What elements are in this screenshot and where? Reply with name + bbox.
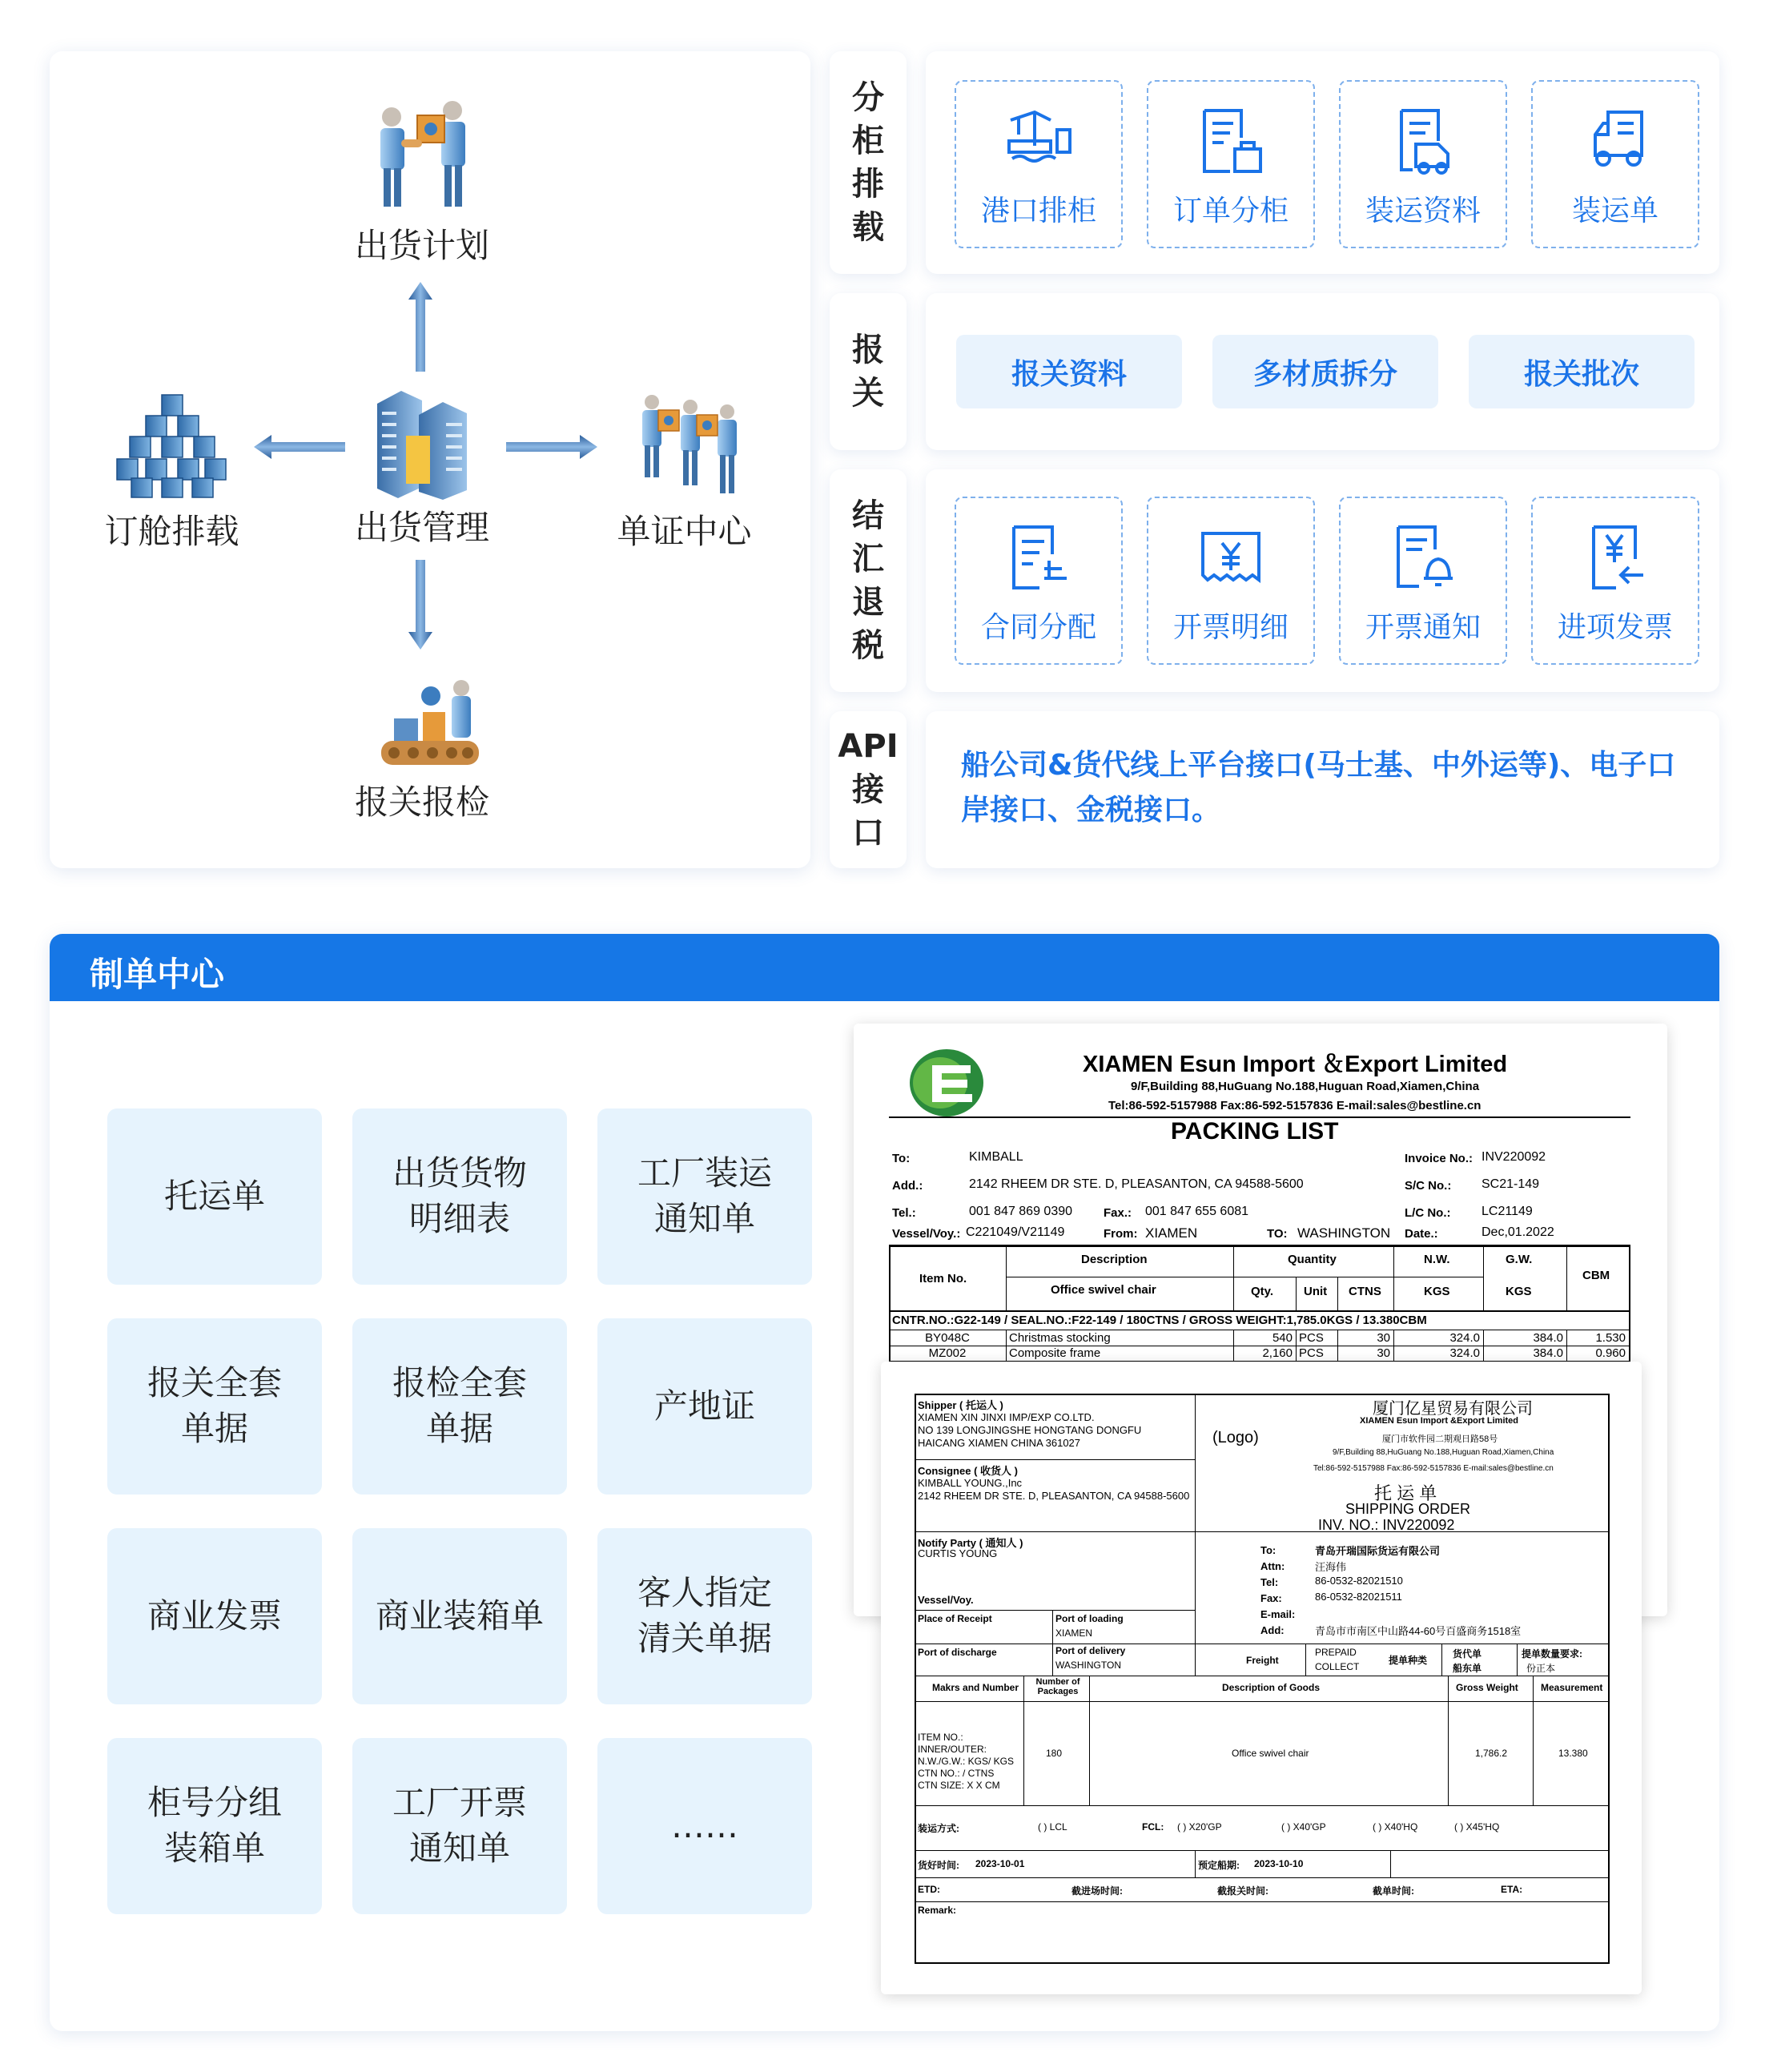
booking-label: 订舱排载: [104, 512, 239, 551]
packing-from: XIAMEN: [1145, 1225, 1198, 1241]
shipping-order-label: 装运单: [1571, 195, 1658, 227]
so-en-company: XIAMEN Esun Import &Export Limited: [1360, 1416, 1519, 1426]
so-tel-label: Tel:: [1260, 1576, 1279, 1588]
packing-col-unit: Unit: [1304, 1285, 1328, 1298]
so-loading-label: Port of loading: [1055, 1613, 1124, 1624]
packing-cell: 30: [1377, 1331, 1390, 1345]
doc-center-header: [50, 934, 1719, 1001]
order-split-tile[interactable]: [1147, 80, 1315, 248]
doc-inspection-full-set[interactable]: 报检全套 单据: [352, 1318, 567, 1495]
packing-col-gw: G.W.: [1506, 1253, 1533, 1266]
packing-invoice: INV220092: [1482, 1150, 1546, 1164]
shipment-management-icon: [374, 388, 470, 500]
packing-col-item: Item No.: [919, 1272, 967, 1285]
so-mark-weight: N.W./G.W.: KGS/ KGS: [918, 1756, 1015, 1767]
packing-cell: 1.530: [1595, 1331, 1626, 1345]
shipping-info-tile[interactable]: [1339, 80, 1507, 248]
so-vessel-label: Vessel/Voy.: [918, 1594, 974, 1606]
arrow-down-icon: [408, 560, 432, 650]
so-discharge-label: Port of discharge: [918, 1647, 997, 1658]
so-attn-label: Attn:: [1260, 1560, 1285, 1572]
so-vgm-label: 截单时间:: [1373, 1885, 1414, 1897]
packing-cell: 324.0: [1449, 1331, 1480, 1345]
so-decl-label: 截报关时间:: [1217, 1885, 1268, 1897]
packing-col-desc2: Office swivel chair: [1051, 1283, 1156, 1297]
so-add: 青岛市市南区中山路44-60号百盛商务1518室: [1315, 1625, 1522, 1637]
so-consignee-label: Consignee ( 收货人 ): [918, 1465, 1018, 1477]
doc-commercial-invoice[interactable]: 商业发票: [107, 1528, 322, 1704]
so-shipper-line3: HAICANG XIAMEN CHINA 361027: [918, 1437, 1081, 1449]
packing-col-ctns: CTNS: [1349, 1285, 1381, 1298]
so-cn-address: 厦门市软件园二期观日路58号: [1382, 1434, 1498, 1444]
packing-from-label: From:: [1104, 1227, 1138, 1241]
so-eta-label: ETA:: [1501, 1884, 1523, 1895]
packing-tel: 001 847 869 0390: [969, 1205, 1073, 1218]
so-sail: 2023-10-10: [1254, 1858, 1304, 1869]
so-shipper-label: Shipper ( 托运人 ): [918, 1399, 1003, 1411]
packing-to2: WASHINGTON: [1297, 1225, 1391, 1241]
packing-to-label: To:: [892, 1152, 911, 1165]
so-logo-placeholder: (Logo): [1212, 1429, 1259, 1446]
packing-cell: 540: [1272, 1331, 1293, 1345]
so-bl-type1: 货代单: [1453, 1648, 1482, 1660]
packing-col-qty: Quantity: [1288, 1253, 1337, 1266]
customs-batch-button[interactable]: 报关批次: [1469, 335, 1695, 408]
invoice-detail-tile[interactable]: [1147, 497, 1315, 665]
so-mark-ctn: CTN NO.: / CTNS: [918, 1768, 995, 1779]
contract-icon: [1003, 522, 1075, 594]
packing-contact: Tel:86-592-5157988 Fax:86-592-5157836 E-mail:sales@bestline.cn: [1108, 1099, 1482, 1112]
shipping-order-tile[interactable]: [1531, 80, 1699, 248]
so-mark-inner: INNER/OUTER:: [918, 1744, 987, 1755]
so-fcl-40hq: ( ) X40'HQ: [1373, 1821, 1418, 1833]
doc-factory-shipping-notice[interactable]: 工厂装运 通知单: [597, 1108, 812, 1285]
port-crane-icon: [1003, 106, 1075, 178]
doc-customs-full-set[interactable]: 报关全套 单据: [107, 1318, 322, 1495]
packing-lc: LC21149: [1482, 1205, 1533, 1218]
so-add-label: Add:: [1260, 1624, 1285, 1636]
packing-cell: Composite frame: [1009, 1346, 1101, 1360]
packing-cell: PCS: [1299, 1346, 1324, 1360]
packing-cell: MZ002: [928, 1346, 967, 1360]
order-document-icon: [1195, 106, 1267, 178]
so-gw: 1,786.2: [1475, 1748, 1508, 1759]
so-pkgs: 180: [1046, 1748, 1063, 1759]
tab-settlement-tax-refund[interactable]: 结 汇 退 税: [830, 469, 907, 692]
so-fcl-label: FCL:: [1142, 1821, 1164, 1833]
so-etd-label: ETD:: [918, 1884, 940, 1895]
packing-add: 2142 RHEEM DR STE. D, PLEASANTON, CA 94588-5600: [969, 1177, 1304, 1191]
packing-col-gw2: KGS: [1506, 1285, 1532, 1298]
so-email-label: E-mail:: [1260, 1608, 1296, 1620]
packing-cell: 30: [1377, 1346, 1390, 1360]
customs-inspection-icon: [378, 672, 482, 776]
shipping-order-document: [881, 1362, 1642, 1994]
so-col-meas: Measurement: [1541, 1682, 1603, 1693]
booking-icon: [114, 392, 230, 500]
shipping-flow-card: [50, 51, 810, 868]
so-meas: 13.380: [1558, 1748, 1588, 1759]
doc-factory-invoice-notice[interactable]: 工厂开票 通知单: [352, 1738, 567, 1914]
so-notify: CURTIS YOUNG: [918, 1547, 998, 1559]
packing-title: PACKING LIST: [1171, 1118, 1339, 1145]
so-ready-label: 货好时间:: [918, 1860, 959, 1871]
port-container-tile[interactable]: [955, 80, 1123, 248]
packing-cell: 324.0: [1449, 1346, 1480, 1360]
so-title-cn: 托 运 单: [1374, 1483, 1437, 1503]
so-fcl-40gp: ( ) X40'GP: [1281, 1821, 1326, 1833]
doc-commercial-packing[interactable]: 商业装箱单: [352, 1528, 567, 1704]
contract-allocation-tile[interactable]: [955, 497, 1123, 665]
packing-fax: 001 847 655 6081: [1145, 1205, 1249, 1218]
port-container-label: 港口排柜: [980, 195, 1096, 227]
so-receipt-label: Place of Receipt: [918, 1613, 992, 1624]
arrow-left-icon: [254, 435, 345, 459]
packing-cell: Christmas stocking: [1009, 1331, 1111, 1345]
packing-cell: BY048C: [925, 1331, 970, 1345]
packing-tel-label: Tel.:: [892, 1206, 916, 1220]
packing-lc-label: L/C No.:: [1405, 1206, 1451, 1220]
arrow-right-icon: [506, 435, 597, 459]
invoice-notice-label: 开票通知: [1365, 611, 1481, 644]
doc-center-title: 制单中心: [90, 955, 225, 994]
so-notify-label: Notify Party ( 通知人 ): [918, 1537, 1023, 1549]
docs-center-label: 单证中心: [617, 512, 752, 551]
so-freight-label: Freight: [1246, 1655, 1279, 1666]
packing-fax-label: Fax.:: [1104, 1206, 1132, 1220]
input-invoice-icon: [1579, 522, 1651, 594]
shipment-plan-icon: [366, 93, 478, 213]
arrow-up-icon: [408, 282, 432, 372]
so-mode-label: 装运方式:: [918, 1823, 959, 1834]
packing-col-nw2: KGS: [1424, 1285, 1450, 1298]
doc-certificate-of-origin[interactable]: 产地证: [597, 1318, 812, 1495]
packing-cell: 0.960: [1595, 1346, 1626, 1360]
tab-customs[interactable]: 报 关: [830, 293, 907, 450]
packing-cell: 384.0: [1533, 1346, 1563, 1360]
so-mark-size: CTN SIZE: X X CM: [918, 1780, 1000, 1791]
so-prepaid: PREPAID: [1315, 1647, 1357, 1658]
delivery-truck-icon: [1579, 106, 1651, 178]
so-delivery: WASHINGTON: [1055, 1660, 1122, 1671]
so-bl-req: 份正本: [1526, 1663, 1556, 1674]
packing-company: XIAMEN Esun Import ＆Export Limited: [1083, 1052, 1508, 1077]
packing-add-label: Add.:: [892, 1179, 923, 1193]
so-consignee-line1: KIMBALL YOUNG.,Inc: [918, 1477, 1023, 1489]
so-fax-label: Fax:: [1260, 1592, 1282, 1604]
packing-to: KIMBALL: [969, 1150, 1023, 1164]
so-col-pkgs: Number of Packages: [1035, 1677, 1080, 1696]
so-fcl-20gp: ( ) X20'GP: [1177, 1821, 1222, 1833]
packing-vessel-label: Vessel/Voy.:: [892, 1227, 961, 1241]
so-bl-type2: 船东单: [1453, 1663, 1482, 1674]
packing-container-line: CNTR.NO.:G22-149 / SEAL.NO.:F22-149 / 180CTNS / GROSS WEIGHT:1,785.0KGS / 13.380CBM: [892, 1314, 1427, 1327]
doc-consignment[interactable]: 托运单: [107, 1108, 322, 1285]
invoice-notice-tile[interactable]: [1339, 497, 1507, 665]
settlement-panel: [926, 469, 1719, 692]
packing-col-cbm: CBM: [1582, 1269, 1610, 1282]
packing-vessel: C221049/V21149: [966, 1225, 1065, 1239]
customs-inspection-label: 报关报检: [354, 783, 489, 822]
so-title-en: SHIPPING ORDER: [1345, 1501, 1471, 1517]
packing-date: Dec,01.2022: [1482, 1225, 1554, 1239]
doc-goods-detail[interactable]: 出货货物 明细表: [352, 1108, 567, 1285]
customs-info-button[interactable]: 报关资料: [956, 335, 1182, 408]
invoice-yen-icon: [1195, 522, 1267, 594]
so-invoice-no: INV. NO.: INV220092: [1318, 1517, 1455, 1533]
packing-date-label: Date.:: [1405, 1227, 1438, 1241]
so-cn-company: 厦门亿星贸易有限公司: [1373, 1400, 1533, 1418]
contract-allocation-label: 合同分配: [980, 611, 1096, 644]
so-to-label: To:: [1260, 1544, 1276, 1556]
so-collect: COLLECT: [1315, 1661, 1360, 1672]
input-invoice-tile[interactable]: [1531, 497, 1699, 665]
so-tel: 86-0532-82021510: [1315, 1575, 1403, 1587]
so-cut-label: 截进场时间:: [1071, 1885, 1123, 1897]
shipment-management-label: 出货管理: [354, 508, 489, 547]
so-remark-label: Remark:: [918, 1905, 957, 1916]
so-lcl: ( ) LCL: [1038, 1821, 1067, 1833]
so-col-gw: Gross Weight: [1456, 1682, 1518, 1693]
api-panel: [926, 711, 1719, 868]
packing-invoice-label: Invoice No.:: [1405, 1152, 1473, 1165]
so-loading: XIAMEN: [1055, 1627, 1093, 1639]
packing-col-desc: Description: [1081, 1253, 1148, 1266]
so-to: 青岛开瑞国际货运有限公司: [1315, 1545, 1441, 1557]
packing-col-nw: N.W.: [1424, 1253, 1450, 1266]
notice-bell-icon: [1387, 522, 1459, 594]
packing-sc-label: S/C No.:: [1405, 1179, 1452, 1193]
doc-container-group-packing[interactable]: 柜号分组 装箱单: [107, 1738, 322, 1914]
packing-cell: 2,160: [1262, 1346, 1293, 1360]
so-bl-req-label: 提单数量要求:: [1522, 1648, 1582, 1660]
tab-api[interactable]: API 接 口: [830, 711, 907, 868]
so-bl-type-label: 提单种类: [1389, 1655, 1428, 1666]
company-logo-icon: [908, 1048, 985, 1118]
doc-customer-clearance[interactable]: 客人指定 清关单据: [597, 1528, 812, 1704]
docs-center-icon: [634, 389, 746, 500]
input-invoice-label: 进项发票: [1557, 611, 1673, 644]
so-delivery-label: Port of delivery: [1055, 1645, 1126, 1656]
so-shipper-line2: NO 139 LONGJINGSHE HONGTANG DONGFU: [918, 1424, 1142, 1436]
so-goods: Office swivel chair: [1232, 1748, 1309, 1759]
packing-sc: SC21-149: [1482, 1177, 1540, 1191]
shipping-info-label: 装运资料: [1365, 195, 1481, 227]
so-contact: Tel:86-592-5157988 Fax:86-592-5157836 E-mail:sales@bestline.cn: [1313, 1464, 1554, 1473]
so-fcl-45hq: ( ) X45'HQ: [1454, 1821, 1500, 1833]
so-col-desc: Description of Goods: [1222, 1682, 1321, 1693]
order-split-label: 订单分柜: [1172, 195, 1289, 227]
packing-col-qty2: Qty.: [1251, 1285, 1274, 1298]
so-col-marks: Makrs and Number: [932, 1682, 1019, 1693]
so-sail-label: 预定船期:: [1198, 1860, 1240, 1871]
packing-to2-label: TO:: [1267, 1227, 1288, 1241]
so-en-address: 9/F,Building 88,HuGuang No.188,Huguan Road,Xiamen,China: [1333, 1448, 1554, 1457]
packing-address: 9/F,Building 88,HuGuang No.188,Huguan Road,Xiamen,China: [1131, 1080, 1480, 1093]
so-attn: 汪海伟: [1315, 1561, 1347, 1573]
material-split-button[interactable]: 多材质拆分: [1212, 335, 1438, 408]
so-ready: 2023-10-01: [975, 1858, 1025, 1869]
customs-panel: [926, 293, 1719, 450]
api-description: 船公司&货代线上平台接口(马士基、中外运等)、电子口岸接口、金税接口。: [961, 749, 1676, 827]
shipping-info-icon: [1387, 106, 1459, 178]
doc-more[interactable]: ……: [597, 1738, 812, 1914]
so-mark-item: ITEM NO.:: [918, 1732, 963, 1743]
tab-container-loading[interactable]: 分 柜 排 载: [830, 51, 907, 274]
packing-cell: PCS: [1299, 1331, 1324, 1345]
packing-cell: 384.0: [1533, 1331, 1563, 1345]
so-fax: 86-0532-82021511: [1315, 1591, 1402, 1603]
so-shipper-line1: XIAMEN XIN JINXI IMP/EXP CO.LTD.: [918, 1411, 1095, 1423]
shipment-plan-label: 出货计划: [354, 226, 489, 265]
so-consignee-line2: 2142 RHEEM DR STE. D, PLEASANTON, CA 94588-5600: [918, 1490, 1190, 1502]
container-loading-panel: [926, 51, 1719, 274]
invoice-detail-label: 开票明细: [1172, 611, 1289, 644]
